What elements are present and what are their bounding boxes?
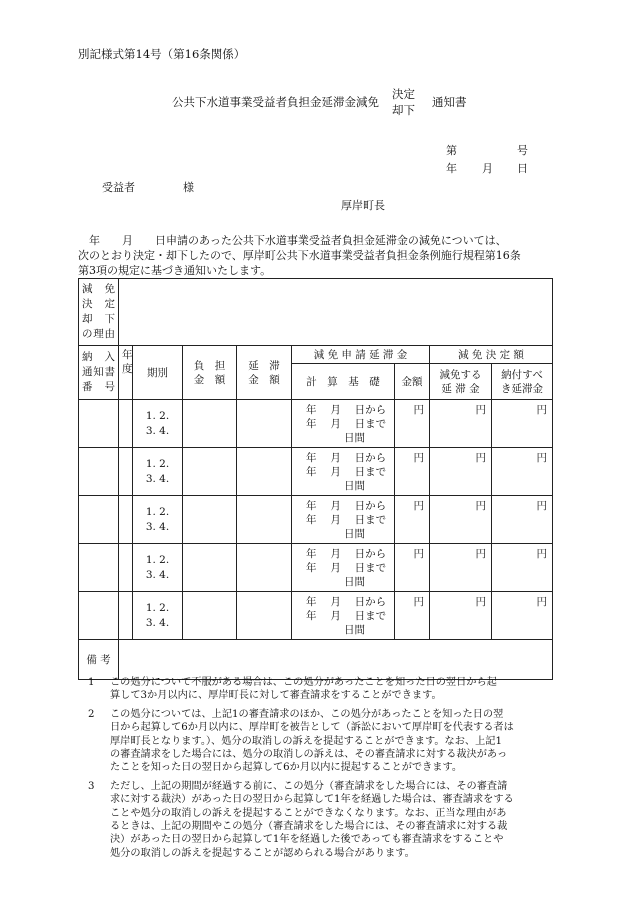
date-month: 月 — [482, 162, 493, 175]
note-number: 1 — [88, 677, 95, 688]
exempted-cell: 円 — [430, 592, 492, 640]
request-amount-cell: 円 — [395, 496, 430, 544]
request-amount-cell: 円 — [395, 544, 430, 592]
header-year — [119, 346, 133, 400]
reason-label-line: の理由 — [82, 328, 115, 340]
form-number: 別記様式第14号（第16条関係） — [78, 47, 246, 61]
header-burden-line: 負 担 — [193, 359, 226, 372]
request-amount-cell: 円 — [395, 592, 430, 640]
reason-label-cell — [79, 279, 119, 346]
notice-no-cell[interactable] — [79, 400, 119, 448]
note-text: ただし、上記の期間が経過する前に、この処分（審査請求をした場合には、その審査請 求に対する裁決）があった日の翌日から起算して1年を経過した場合は、審査請求をする ことや処分の取消しの訴えを提起することができなくなります。なお、正当な理由があ るときは、上記の期間やこの処分（審査請求をした場合には、その審査請求に対する裁 決）があった日の翌日から起算して1年を経過した後であっても審査請求をすることや 処分の取消しの訴えを提起することが認められる場合があります。 — [110, 780, 514, 859]
header-payable-line: 納付すべ — [501, 368, 543, 381]
header-request-group: 減 免 申 請 延 滞 金 — [292, 346, 430, 364]
date-year: 年 — [446, 162, 457, 175]
table-row — [79, 400, 553, 448]
table-row — [79, 448, 553, 496]
year-cell[interactable] — [119, 400, 133, 448]
header-delay-line: 延 滞 — [248, 359, 280, 372]
exempted-cell: 円 — [430, 448, 492, 496]
notice-no-cell[interactable] — [79, 496, 119, 544]
title-option-rejection: 却下 — [392, 103, 415, 117]
header-decision-group: 減 免 決 定 額 — [430, 346, 553, 364]
year-cell[interactable] — [119, 544, 133, 592]
note-number: 2 — [88, 708, 95, 720]
header-notice-no-line: 通知書 — [82, 366, 115, 378]
note-item — [78, 780, 560, 860]
header-calc-basis: 計 算 基 礎 — [292, 364, 395, 400]
document-title: 公共下水道事業受益者負担金延滞金減免 — [172, 95, 379, 109]
intro-line: 第3項の規定に基づき通知いたします。 — [78, 264, 272, 277]
header-notice-no — [79, 346, 119, 400]
date-day: 日 — [517, 162, 528, 175]
calc-basis-cell: 年 月 日から 年 月 日まで 日間 — [292, 448, 395, 496]
year-cell[interactable] — [119, 448, 133, 496]
notes-section — [78, 676, 560, 861]
header-period: 期別 — [133, 346, 183, 400]
note-item — [78, 708, 560, 775]
header-payable-line: き延滞金 — [501, 382, 543, 395]
reason-label-line: 減 免 — [82, 283, 115, 295]
calc-basis-cell: 年 月 日から 年 月 日まで 日間 — [292, 592, 395, 640]
table-row — [79, 544, 553, 592]
intro-line: 年 月 日申請のあった公共下水道事業受益者負担金延滞金の減免については、 — [78, 234, 507, 247]
delay-amount-cell[interactable] — [237, 496, 292, 544]
header-year-line: 年 — [122, 349, 133, 361]
header-delay-amount — [237, 346, 292, 400]
doc-number-suffix: 号 — [517, 144, 528, 157]
calc-basis-cell: 年 月 日から 年 月 日まで 日間 — [292, 400, 395, 448]
reason-label-line: 却 下 — [82, 313, 115, 325]
burden-amount-cell[interactable] — [183, 496, 237, 544]
reduction-table — [78, 278, 553, 680]
notice-no-cell[interactable] — [79, 448, 119, 496]
header-payable — [492, 364, 553, 400]
period-cell: 1. 2. 3. 4. — [133, 400, 183, 448]
delay-amount-cell[interactable] — [237, 592, 292, 640]
note-text: この処分について不服がある場合は、この処分があったことを知った日の翌日から起 算して3か月以内に、厚岸町長に対して審査請求をすることができます。 — [110, 677, 497, 702]
header-burden-amount — [183, 346, 237, 400]
payable-cell: 円 — [492, 496, 553, 544]
intro-line: 次のとおり決定・却下したので、厚岸町公共下水道事業受益者負担金条例施行規程第16条 — [78, 249, 521, 262]
payable-cell: 円 — [492, 544, 553, 592]
table-row — [79, 592, 553, 640]
title-suffix: 通知書 — [432, 95, 467, 109]
period-cell: 1. 2. 3. 4. — [133, 592, 183, 640]
title-option-stack — [392, 86, 415, 118]
header-delay-line: 金 額 — [248, 373, 280, 386]
period-cell: 1. 2. 3. 4. — [133, 448, 183, 496]
header-exempted — [430, 364, 492, 400]
notice-no-cell[interactable] — [79, 544, 119, 592]
note-text: この処分については、上記1の審査請求のほか、この処分があったことを知った日の翌 日から起算して6か月以内に、厚岸町を被告として（訴訟において厚岸町を代表する者は 厚岸町長となります。）、処分の取消しの訴えを提起することができます。なお、上記1 の審査請求をした場合には、処分の取消しの訴えは、その審査請求に対する裁決があっ たことを知った日の翌日から起算して6か月以内に提起することができます。 — [110, 708, 514, 774]
burden-amount-cell[interactable] — [183, 592, 237, 640]
table-row — [79, 496, 553, 544]
delay-amount-cell[interactable] — [237, 400, 292, 448]
payable-cell: 円 — [492, 448, 553, 496]
delay-amount-cell[interactable] — [237, 448, 292, 496]
notice-no-cell[interactable] — [79, 592, 119, 640]
exempted-cell: 円 — [430, 544, 492, 592]
header-burden-line: 金 額 — [193, 373, 226, 386]
recipient-honorific: 様 — [183, 181, 194, 194]
reason-field[interactable] — [119, 279, 553, 346]
intro-paragraph — [78, 233, 558, 278]
burden-amount-cell[interactable] — [183, 400, 237, 448]
year-cell[interactable] — [119, 592, 133, 640]
calc-basis-cell: 年 月 日から 年 月 日まで 日間 — [292, 496, 395, 544]
burden-amount-cell[interactable] — [183, 544, 237, 592]
issuer: 厚岸町長 — [341, 199, 385, 212]
exempted-cell: 円 — [430, 496, 492, 544]
reason-label-line: 決 定 — [82, 298, 115, 310]
payable-cell: 円 — [492, 592, 553, 640]
period-cell: 1. 2. 3. 4. — [133, 496, 183, 544]
header-notice-no-line: 番 号 — [82, 381, 115, 393]
year-cell[interactable] — [119, 496, 133, 544]
note-number: 3 — [88, 780, 95, 792]
exempted-cell: 円 — [430, 400, 492, 448]
note-item — [78, 676, 560, 703]
period-cell: 1. 2. 3. 4. — [133, 544, 183, 592]
request-amount-cell: 円 — [395, 400, 430, 448]
payable-cell: 円 — [492, 400, 553, 448]
title-option-decision: 決定 — [392, 87, 415, 101]
header-year-line: 度 — [122, 363, 133, 375]
doc-number-prefix: 第 — [446, 144, 457, 157]
burden-amount-cell[interactable] — [183, 448, 237, 496]
recipient-label: 受益者 — [102, 181, 135, 194]
delay-amount-cell[interactable] — [237, 544, 292, 592]
header-exempted-line: 延 滞 金 — [441, 382, 480, 395]
header-notice-no-line: 納 入 — [82, 351, 115, 363]
remarks-field[interactable] — [119, 640, 553, 680]
header-exempted-line: 減免する — [439, 368, 482, 381]
header-request-amount: 金額 — [395, 364, 430, 400]
remarks-label: 備 考 — [79, 640, 119, 680]
request-amount-cell: 円 — [395, 448, 430, 496]
calc-basis-cell: 年 月 日から 年 月 日まで 日間 — [292, 544, 395, 592]
